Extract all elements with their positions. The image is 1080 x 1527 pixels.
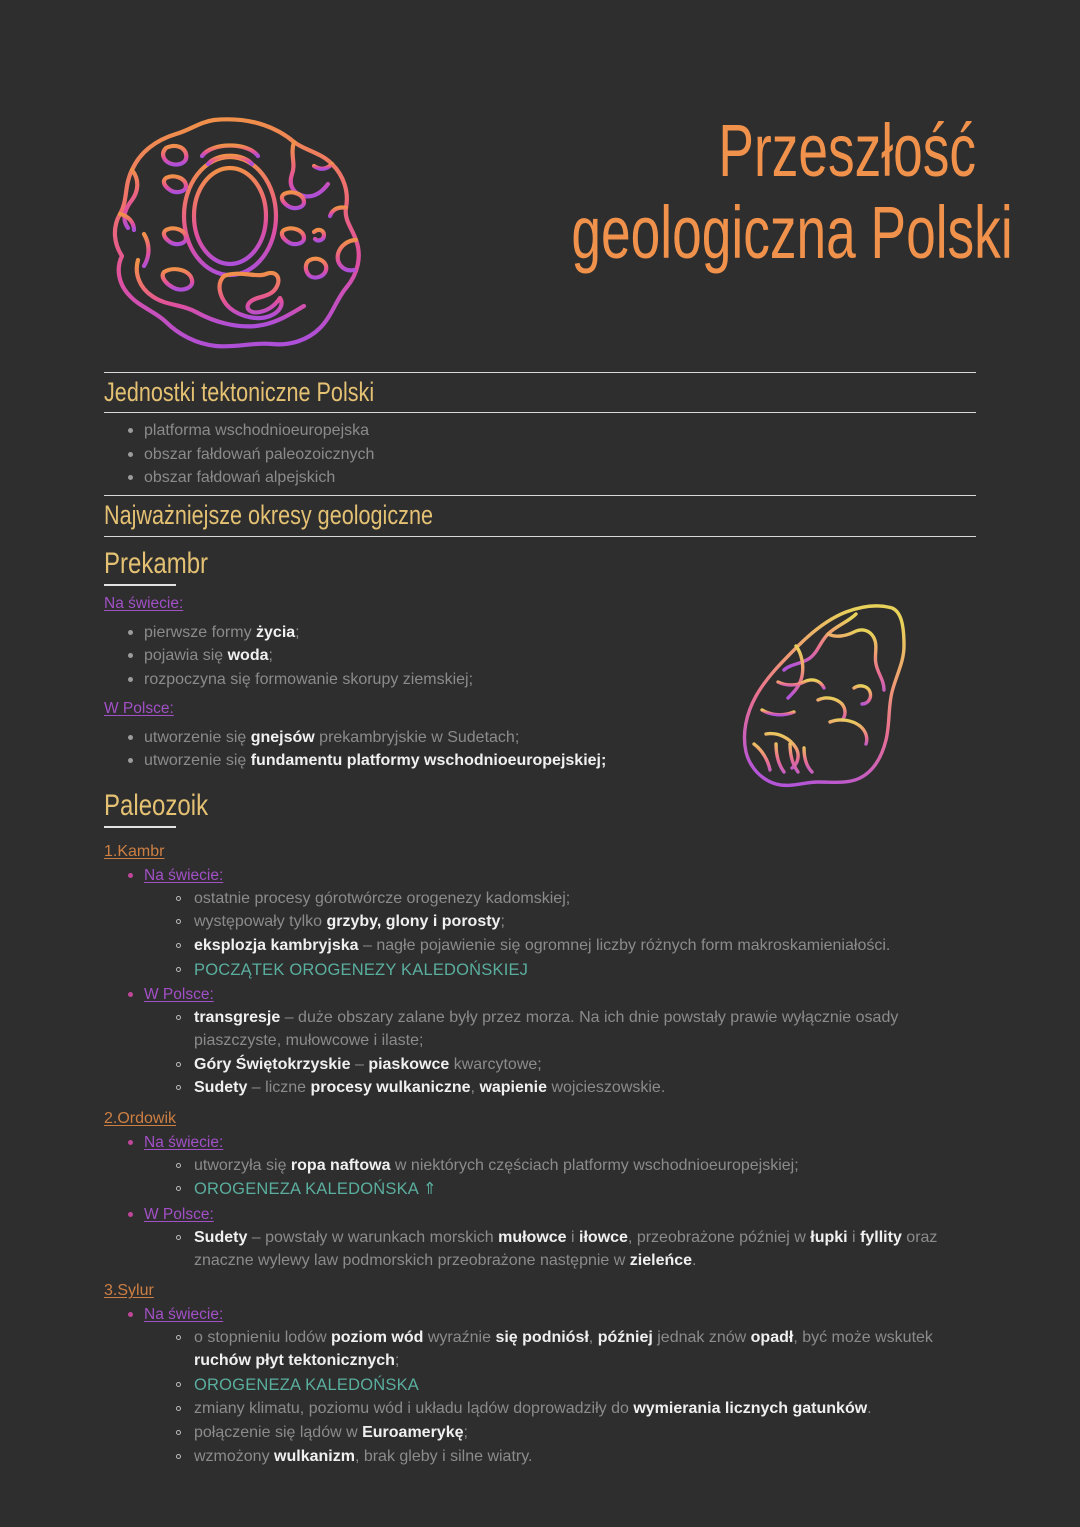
body-text: ; [500,913,505,931]
body-text: wojcieszowskie. [547,1079,666,1097]
body-text: występowały tylko [194,913,327,931]
emphasis-text: poziom wód [330,1329,424,1347]
list-item [174,1422,976,1445]
emphasis-text: zieleńce [629,1251,693,1269]
list-item [174,1446,976,1469]
list-item [174,935,976,958]
fossil-rock-illustration [104,108,384,360]
region-label: W Polsce: [144,1206,214,1224]
body-text: oraz znaczne wylewy law podmorskich przeobrażone następnie w [194,1228,938,1269]
emphasis-text: Euroamerykę [362,1423,464,1441]
body-text: . [867,1400,872,1418]
region-block-prekambr-world [104,592,976,697]
period-region-list [104,1131,976,1272]
list-item [174,1227,976,1272]
list-item [174,888,976,911]
emphasis-text: się podniósł [495,1329,589,1347]
body-text: ; [394,1351,400,1369]
period-label: 2.Ordowik [104,1110,177,1128]
region-item [126,1131,976,1202]
region-label: W Polsce: [144,986,214,1004]
region-item [126,983,976,1100]
emphasis-text: opadł [750,1329,794,1347]
era-heading-prekambr: Prekambr [104,546,209,580]
body-text: utworzenie się [144,752,251,770]
list-item: obszar fałdowań alpejskich [126,466,976,489]
emphasis-text: fundamentu platformy wschodnioeuropejskiej; [250,752,607,770]
list-item [126,668,976,691]
body-text: pojawia się [144,647,228,665]
body-text: – [350,1055,369,1073]
list-item [174,1374,976,1398]
list-item [174,1007,976,1052]
tectonic-units-list [104,413,976,495]
period-block-ordowik [104,1101,976,1272]
body-text: , brak gleby i silne wiatry. [354,1447,533,1465]
emphasis-text: Góry Świętokrzyskie [194,1055,351,1073]
period-label: 3.Sylur [104,1282,154,1300]
detail-list [144,1155,976,1202]
body-text: połączenie się lądów w [194,1423,363,1441]
emphasis-text: iłowce [579,1228,628,1246]
region-block-prekambr-poland [104,697,976,779]
region-label: Na świecie: [104,594,184,612]
list-item: obszar fałdowań paleozoicznych [126,443,976,466]
body-text: – duże obszary zalane były przez morza. Na ich dnie powstały prawie wyłącznie osady piaszczyste, mułowcowe i ilaste; [194,1009,899,1049]
detail-list [144,1007,976,1100]
body-text: ostatnie procesy górotwórcze orogenezy kadomskiej; [194,889,571,907]
emphasis-text: fyllity [860,1228,902,1246]
emphasis-text: procesy wulkaniczne [310,1079,471,1097]
list-item [174,1155,976,1178]
emphasis-text: mułowce [498,1228,567,1246]
era-underline [104,826,176,828]
list-item [174,1054,976,1077]
body-text: rozpoczyna się formowanie skorupy ziemskiej; [144,670,474,688]
page-title [414,109,1013,275]
orogeny-note: POCZĄTEK OROGENEZY KALEDOŃSKIEJ [194,960,529,979]
period-block-sylur [104,1273,976,1468]
emphasis-text: Sudety [194,1079,248,1097]
period-region-list [104,864,976,1100]
list-item [174,1178,976,1202]
orogeny-note: OROGENEZA KALEDOŃSKA [194,1375,419,1394]
region-list [104,720,976,779]
body-text: zmiany klimatu, poziomu wód i układu lądów doprowadziły do [194,1400,634,1418]
detail-list [144,1327,976,1468]
body-text: – nagłe pojawienie się ogromnej liczby różnych form makroskamieniałości. [358,937,891,954]
body-text: pierwsze formy [144,623,257,641]
body-text: , być może wskutek [793,1329,933,1347]
region-item [126,1203,976,1272]
body-text: i [847,1228,861,1246]
region-label: Na świecie: [144,1306,224,1324]
section-heading-tectonic-units: Jednostki tektoniczne Polski [104,377,375,407]
list-item [126,726,976,749]
body-text: ; [295,623,300,641]
list-item [126,621,976,644]
page-header [104,108,1013,370]
emphasis-text: później [597,1329,653,1347]
list-item [174,1398,976,1421]
list-item [174,1327,976,1372]
body-text: ; [268,647,273,665]
period-block-kambr [104,834,976,1100]
body-text: utworzyła się [194,1156,291,1174]
emphasis-text: ropa naftowa [290,1156,391,1174]
body-text: w niektórych częściach platformy wschodnioeuropejskiej; [390,1156,799,1174]
emphasis-text: transgresje [194,1009,281,1027]
emphasis-text: eksplozja kambryjska [194,937,359,954]
detail-list [144,888,976,983]
region-label: Na świecie: [144,1134,224,1152]
region-label: Na świecie: [144,866,224,884]
region-label: W Polsce: [104,699,174,717]
emphasis-text: łupki [810,1228,848,1246]
region-item [126,1303,976,1468]
page-title-line-1: Przeszłość [718,109,976,192]
emphasis-text: życia [256,623,296,641]
orogeny-note: OROGENEZA KALEDOŃSKA ⇑ [194,1180,437,1199]
list-item [126,749,976,772]
list-item [174,911,976,934]
body-text: prekambryjskie w Sudetach; [314,729,520,747]
emphasis-text: Sudety [194,1228,248,1246]
body-text: wyraźnie [423,1329,496,1347]
body-text: – liczne [247,1079,311,1097]
emphasis-text: gnejsów [250,729,315,747]
region-list [104,615,976,697]
era-heading-paleozoik: Paleozoik [104,788,209,822]
body-text: – powstały w warunkach morskich [247,1228,499,1246]
era-underline [104,584,176,586]
body-text: kwarcytowe; [449,1055,542,1073]
page-title-line-2: geologiczna Polski [571,191,1013,275]
body-text: o stopnieniu lodów [194,1329,331,1347]
emphasis-text: woda [227,647,269,665]
emphasis-text: wymierania licznych gatunków [633,1400,868,1418]
emphasis-text: grzyby, glony i porosty [326,913,501,931]
emphasis-text: ruchów płyt tektonicznych [194,1351,395,1369]
section-heading-geological-periods: Najważniejsze okresy geologiczne [104,500,433,531]
body-text: i [566,1228,580,1246]
list-item [126,644,976,667]
body-text: , [588,1329,598,1347]
body-text: utworzenie się [144,729,251,747]
region-item [126,864,976,983]
detail-list [144,1227,976,1272]
period-region-list [104,1303,976,1468]
body-text: , przeobrażone później w [627,1228,811,1246]
list-item [174,1077,976,1100]
emphasis-text: wulkanizm [274,1447,355,1465]
body-text: , [470,1079,480,1097]
body-text: ; [463,1423,468,1441]
list-item: platforma wschodnioeuropejska [126,419,976,442]
body-text: . [692,1251,697,1269]
body-text: wzmożony [194,1447,275,1465]
emphasis-text: wapienie [479,1079,548,1097]
note-content [104,372,976,1469]
body-text: jednak znów [652,1329,751,1347]
period-label: 1.Kambr [104,842,165,860]
list-item [174,959,976,983]
emphasis-text: piaskowce [368,1055,450,1073]
